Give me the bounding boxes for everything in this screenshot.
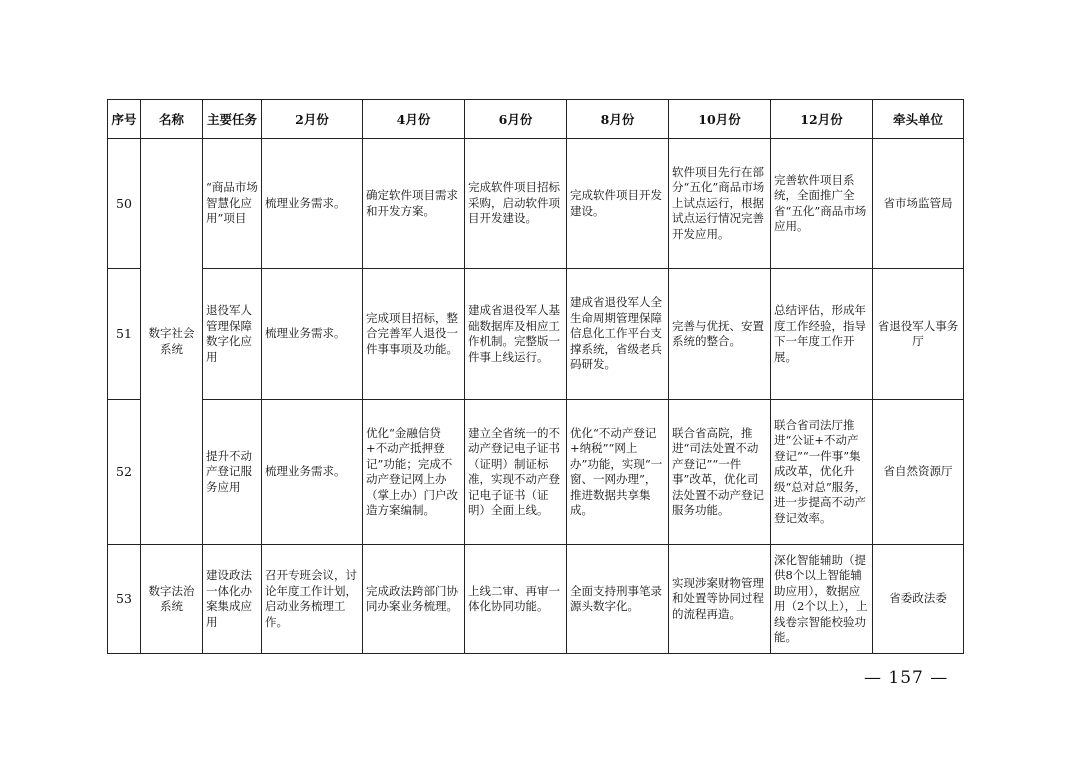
table-row: [108, 139, 964, 269]
work-plan-table: [107, 99, 964, 654]
header-august: 8月份: [567, 100, 669, 139]
august-cell: 优化“不动产登记+纳税”“网上办”功能，实现“一窗、一网办理”，推进数据共享集成。: [567, 400, 669, 545]
row-number: 50: [108, 139, 141, 269]
february-cell: 召开专班会议，讨论年度工作计划，启动业务梳理工作。: [262, 545, 363, 654]
august-cell: 完成软件项目开发建设。: [567, 139, 669, 269]
header-october: 10月份: [669, 100, 771, 139]
main-task-cell: 提升不动产登记服务应用: [203, 400, 262, 545]
row-number: 53: [108, 545, 141, 654]
october-cell: 联合省高院，推进“司法处置不动产登记”“一件事”改革，优化司法处置不动产登记服务功能。: [669, 400, 771, 545]
october-cell: 实现涉案财物管理和处置等协同过程的流程再造。: [669, 545, 771, 654]
february-cell: 梳理业务需求。: [262, 400, 363, 545]
header-lead-unit: 牵头单位: [873, 100, 964, 139]
table-row: [108, 400, 964, 545]
header-april: 4月份: [363, 100, 465, 139]
row-number: 51: [108, 269, 141, 400]
april-cell: 完成项目招标，整合完善军人退役一件事事项及功能。: [363, 269, 465, 400]
header-february: 2月份: [262, 100, 363, 139]
june-cell: 建成省退役军人基础数据库及相应工作机制。完整版一件事上线运行。: [465, 269, 567, 400]
october-cell: 软件项目先行在部分“五化”商品市场上试点运行，根据试点运行情况完善开发应用。: [669, 139, 771, 269]
main-task-cell: “商品市场智慧化应用”项目: [203, 139, 262, 269]
main-task-cell: 退役军人管理保障数字化应用: [203, 269, 262, 400]
header-december: 12月份: [771, 100, 873, 139]
april-cell: 确定软件项目需求和开发方案。: [363, 139, 465, 269]
header-june: 6月份: [465, 100, 567, 139]
table-header-row: [108, 100, 964, 139]
main-task-cell: 建设政法一体化办案集成应用: [203, 545, 262, 654]
april-cell: 完成政法跨部门协同办案业务梳理。: [363, 545, 465, 654]
august-cell: 全面支持刑事笔录源头数字化。: [567, 545, 669, 654]
june-cell: 完成软件项目招标采购，启动软件项目开发建设。: [465, 139, 567, 269]
june-cell: 建立全省统一的不动产登记电子证书（证明）制证标准，实现不动产登记电子证书（证明）全面上线。: [465, 400, 567, 545]
system-name-cell: 数字社会系统: [141, 139, 203, 545]
october-cell: 完善与优抚、安置系统的整合。: [669, 269, 771, 400]
august-cell: 建成省退役军人全生命周期管理保障信息化工作平台支撑系统，省级老兵码研发。: [567, 269, 669, 400]
december-cell: 联合省司法厅推进“公证+不动产登记”“一件事”集成改革，优化升级“总对总”服务，进一步提高不动产登记效率。: [771, 400, 873, 545]
header-name: 名称: [141, 100, 203, 139]
header-main-task: 主要任务: [203, 100, 262, 139]
february-cell: 梳理业务需求。: [262, 139, 363, 269]
april-cell: 优化“金融信贷+不动产抵押登记”功能；完成不动产登记网上办（掌上办）门户改造方案编制。: [363, 400, 465, 545]
table-row: [108, 545, 964, 654]
lead-unit-cell: 省委政法委: [873, 545, 964, 654]
row-number: 52: [108, 400, 141, 545]
table-row: [108, 269, 964, 400]
page-number: — 157 —: [864, 668, 949, 688]
december-cell: 深化智能辅助（提供8个以上智能辅助应用），数据应用（2个以上），上线卷宗智能校验功能。: [771, 545, 873, 654]
february-cell: 梳理业务需求。: [262, 269, 363, 400]
lead-unit-cell: 省退役军人事务厅: [873, 269, 964, 400]
lead-unit-cell: 省市场监管局: [873, 139, 964, 269]
december-cell: 完善软件项目系统，全面推广全省“五化”商品市场应用。: [771, 139, 873, 269]
june-cell: 上线二审、再审一体化协同功能。: [465, 545, 567, 654]
lead-unit-cell: 省自然资源厅: [873, 400, 964, 545]
header-index: 序号: [108, 100, 141, 139]
system-name-cell: 数字法治系统: [141, 545, 203, 654]
december-cell: 总结评估，形成年度工作经验，指导下一年度工作开展。: [771, 269, 873, 400]
